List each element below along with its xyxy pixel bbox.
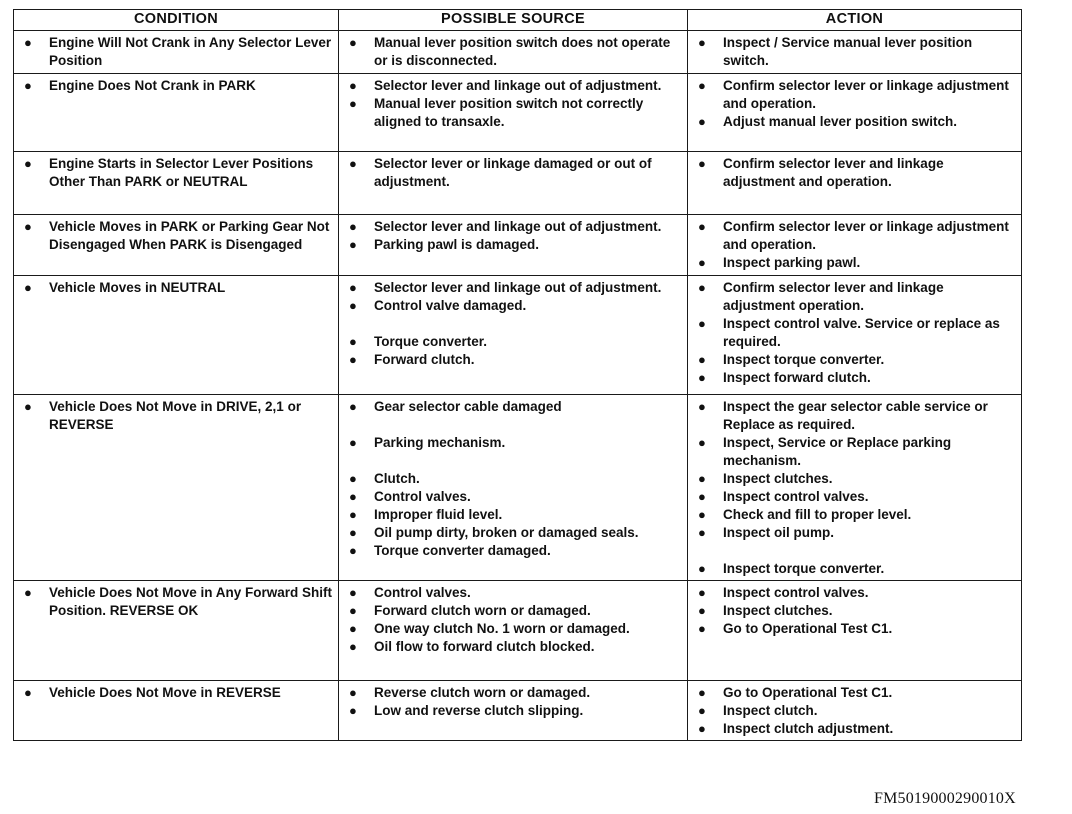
- table-row: [14, 152, 1022, 215]
- list-item: [696, 77, 1017, 113]
- bullet-list: [696, 34, 1017, 70]
- item-text: Improper fluid level.: [374, 507, 503, 522]
- bullet-icon: ●: [698, 489, 706, 504]
- bullet-icon: ●: [349, 156, 357, 171]
- bullet-icon: ●: [349, 237, 357, 252]
- list-item: [696, 620, 1017, 638]
- action-cell: [688, 395, 1022, 581]
- list-item: [696, 470, 1017, 488]
- condition-cell: [14, 215, 339, 276]
- item-text: Gear selector cable damaged: [374, 399, 562, 414]
- bullet-list: [696, 684, 1017, 738]
- condition-cell: [14, 74, 339, 152]
- list-item: [347, 218, 683, 236]
- bullet-list: [696, 218, 1017, 272]
- bullet-icon: ●: [698, 352, 706, 367]
- item-text: Control valves.: [374, 489, 471, 504]
- list-item: [22, 279, 334, 297]
- item-text: Control valve damaged.: [374, 298, 527, 313]
- item-text: Engine Will Not Crank in Any Selector Lever Position: [49, 35, 332, 68]
- bullet-icon: ●: [349, 35, 357, 50]
- table-row: [14, 681, 1022, 741]
- condition-cell: [14, 681, 339, 741]
- list-item: [347, 524, 683, 542]
- bullet-icon: ●: [349, 639, 357, 654]
- bullet-list: [347, 398, 683, 560]
- list-item: [347, 77, 683, 95]
- bullet-icon: ●: [698, 219, 706, 234]
- list-item: [696, 113, 1017, 131]
- bullet-icon: ●: [698, 156, 706, 171]
- list-item: [347, 542, 683, 560]
- source-cell: [339, 215, 688, 276]
- item-text: Inspect forward clutch.: [723, 370, 871, 385]
- item-text: Inspect torque converter.: [723, 561, 885, 576]
- item-text: Manual lever position switch not correctly aligned to transaxle.: [374, 96, 644, 129]
- item-text: Inspect, Service or Replace parking mechanism.: [723, 435, 952, 468]
- list-item: [22, 218, 334, 254]
- action-cell: [688, 581, 1022, 681]
- item-text: Selector lever and linkage out of adjustment.: [374, 280, 662, 295]
- item-text: Parking mechanism.: [374, 435, 506, 450]
- list-item: [696, 506, 1017, 524]
- item-text: Go to Operational Test C1.: [723, 685, 893, 700]
- diagnosis-table: [13, 9, 1022, 741]
- action-cell: [688, 276, 1022, 395]
- condition-cell: [14, 31, 339, 74]
- bullet-list: [696, 279, 1017, 387]
- bullet-icon: ●: [349, 471, 357, 486]
- list-item: [696, 524, 1017, 542]
- diagnosis-table-container: [13, 9, 1018, 741]
- list-item: [347, 506, 683, 524]
- bullet-list: [22, 684, 334, 702]
- list-item: [347, 279, 683, 297]
- list-item: [22, 77, 334, 95]
- list-item: [22, 398, 334, 434]
- list-item: [347, 34, 683, 70]
- list-item: [347, 434, 683, 452]
- item-text: Inspect parking pawl.: [723, 255, 861, 270]
- item-text: Selector lever and linkage out of adjustment.: [374, 78, 662, 93]
- bullet-icon: ●: [698, 78, 706, 93]
- list-item: [696, 602, 1017, 620]
- item-text: Vehicle Moves in NEUTRAL: [49, 280, 226, 295]
- bullet-icon: ●: [349, 219, 357, 234]
- item-text: Inspect clutches.: [723, 603, 833, 618]
- list-item: [347, 398, 683, 416]
- bullet-icon: ●: [698, 114, 706, 129]
- item-text: Selector lever and linkage out of adjustment.: [374, 219, 662, 234]
- table-row: [14, 215, 1022, 276]
- item-text: Selector lever or linkage damaged or out of adjustment.: [374, 156, 652, 189]
- condition-cell: [14, 581, 339, 681]
- action-cell: [688, 681, 1022, 741]
- list-item: [696, 218, 1017, 254]
- list-item: [347, 702, 683, 720]
- item-text: Parking pawl is damaged.: [374, 237, 540, 252]
- item-text: Oil flow to forward clutch blocked.: [374, 639, 595, 654]
- table-row: [14, 74, 1022, 152]
- source-cell: [339, 276, 688, 395]
- list-item: [347, 155, 683, 191]
- bullet-icon: ●: [24, 280, 32, 295]
- list-item: [696, 560, 1017, 578]
- bullet-icon: ●: [698, 35, 706, 50]
- table-row: [14, 581, 1022, 681]
- bullet-icon: ●: [349, 585, 357, 600]
- item-text: Inspect oil pump.: [723, 525, 835, 540]
- item-text: Adjust manual lever position switch.: [723, 114, 958, 129]
- bullet-icon: ●: [349, 280, 357, 295]
- list-item: [347, 602, 683, 620]
- bullet-icon: ●: [698, 507, 706, 522]
- bullet-icon: ●: [349, 507, 357, 522]
- bullet-icon: ●: [349, 603, 357, 618]
- action-cell: [688, 215, 1022, 276]
- bullet-list: [22, 155, 334, 191]
- bullet-icon: ●: [698, 399, 706, 414]
- bullet-list: [347, 77, 683, 131]
- list-item: [347, 638, 683, 656]
- list-item: [696, 155, 1017, 191]
- item-text: Inspect the gear selector cable service or Replace as required.: [723, 399, 988, 432]
- item-text: Inspect control valves.: [723, 489, 869, 504]
- bullet-icon: ●: [349, 543, 357, 558]
- table-row: [14, 395, 1022, 581]
- condition-cell: [14, 152, 339, 215]
- bullet-icon: ●: [698, 471, 706, 486]
- source-cell: [339, 31, 688, 74]
- bullet-icon: ●: [24, 156, 32, 171]
- list-item: [696, 254, 1017, 272]
- bullet-list: [22, 398, 334, 434]
- list-item: [22, 584, 334, 620]
- bullet-list: [347, 584, 683, 656]
- bullet-icon: ●: [349, 685, 357, 700]
- bullet-icon: ●: [349, 352, 357, 367]
- item-text: Go to Operational Test C1.: [723, 621, 893, 636]
- bullet-icon: ●: [698, 685, 706, 700]
- bullet-icon: ●: [698, 721, 706, 736]
- bullet-icon: ●: [698, 435, 706, 450]
- list-item: [347, 95, 683, 131]
- bullet-icon: ●: [24, 685, 32, 700]
- list-item: [347, 236, 683, 254]
- bullet-icon: ●: [698, 703, 706, 718]
- item-text: Vehicle Moves in PARK or Parking Gear Not Disengaged When PARK is Disengaged: [49, 219, 330, 252]
- list-item: [347, 584, 683, 602]
- bullet-icon: ●: [698, 280, 706, 295]
- item-text: Confirm selector lever or linkage adjustment and operation.: [723, 78, 1009, 111]
- bullet-list: [347, 155, 683, 191]
- bullet-list: [696, 584, 1017, 638]
- item-text: Manual lever position switch does not operate or is disconnected.: [374, 35, 671, 68]
- bullet-list: [696, 77, 1017, 131]
- bullet-icon: ●: [349, 78, 357, 93]
- figure-code: FM5019000290010X: [874, 790, 1016, 807]
- bullet-icon: ●: [698, 603, 706, 618]
- bullet-list: [696, 155, 1017, 191]
- source-cell: [339, 395, 688, 581]
- table-header-row: [14, 10, 1022, 31]
- bullet-icon: ●: [349, 334, 357, 349]
- item-text: Control valves.: [374, 585, 471, 600]
- list-item: [696, 369, 1017, 387]
- item-text: Clutch.: [374, 471, 420, 486]
- table-row: [14, 31, 1022, 74]
- list-item: [347, 684, 683, 702]
- item-text: Forward clutch.: [374, 352, 475, 367]
- bullet-list: [347, 34, 683, 70]
- source-cell: [339, 581, 688, 681]
- item-text: Check and fill to proper level.: [723, 507, 912, 522]
- item-text: Inspect control valve. Service or replace as required.: [723, 316, 1000, 349]
- list-item: [696, 720, 1017, 738]
- list-item: [696, 584, 1017, 602]
- bullet-icon: ●: [698, 316, 706, 331]
- bullet-icon: ●: [349, 96, 357, 111]
- bullet-list: [347, 684, 683, 720]
- bullet-icon: ●: [24, 35, 32, 50]
- item-text: Inspect control valves.: [723, 585, 869, 600]
- list-item: [347, 470, 683, 488]
- item-text: Confirm selector lever and linkage adjustment and operation.: [723, 156, 944, 189]
- bullet-list: [22, 279, 334, 297]
- list-item: [347, 488, 683, 506]
- item-text: Torque converter damaged.: [374, 543, 551, 558]
- list-item: [347, 351, 683, 369]
- list-item: [696, 434, 1017, 470]
- action-cell: [688, 31, 1022, 74]
- item-text: Inspect clutch adjustment.: [723, 721, 894, 736]
- bullet-icon: ●: [349, 435, 357, 450]
- item-text: Engine Starts in Selector Lever Positions Other Than PARK or NEUTRAL: [49, 156, 314, 189]
- list-item: [696, 351, 1017, 369]
- list-item: [696, 315, 1017, 351]
- header-action: ACTION: [688, 10, 1022, 31]
- item-text: Forward clutch worn or damaged.: [374, 603, 591, 618]
- bullet-icon: ●: [349, 489, 357, 504]
- bullet-icon: ●: [698, 525, 706, 540]
- bullet-icon: ●: [349, 703, 357, 718]
- list-item: [22, 684, 334, 702]
- header-possible-source: POSSIBLE SOURCE: [339, 10, 688, 31]
- source-cell: [339, 152, 688, 215]
- item-text: Inspect clutch.: [723, 703, 818, 718]
- bullet-icon: ●: [24, 585, 32, 600]
- list-item: [347, 620, 683, 638]
- header-condition: CONDITION: [14, 10, 339, 31]
- table-body: [14, 31, 1022, 741]
- table-row: [14, 276, 1022, 395]
- bullet-icon: ●: [698, 585, 706, 600]
- action-cell: [688, 74, 1022, 152]
- action-cell: [688, 152, 1022, 215]
- bullet-icon: ●: [349, 525, 357, 540]
- item-text: Vehicle Does Not Move in Any Forward Shift Position. REVERSE OK: [49, 585, 333, 618]
- bullet-list: [22, 218, 334, 254]
- bullet-icon: ●: [24, 78, 32, 93]
- bullet-icon: ●: [349, 399, 357, 414]
- bullet-icon: ●: [698, 621, 706, 636]
- bullet-icon: ●: [349, 298, 357, 313]
- item-text: Confirm selector lever and linkage adjustment operation.: [723, 280, 944, 313]
- item-text: Confirm selector lever or linkage adjustment and operation.: [723, 219, 1009, 252]
- bullet-icon: ●: [24, 399, 32, 414]
- source-cell: [339, 681, 688, 741]
- bullet-icon: ●: [24, 219, 32, 234]
- item-text: Torque converter.: [374, 334, 488, 349]
- bullet-icon: ●: [349, 621, 357, 636]
- item-text: Reverse clutch worn or damaged.: [374, 685, 591, 700]
- bullet-icon: ●: [698, 561, 706, 576]
- bullet-icon: ●: [698, 255, 706, 270]
- source-cell: [339, 74, 688, 152]
- item-text: Inspect torque converter.: [723, 352, 885, 367]
- item-text: One way clutch No. 1 worn or damaged.: [374, 621, 630, 636]
- list-item: [696, 488, 1017, 506]
- item-text: Low and reverse clutch slipping.: [374, 703, 584, 718]
- bullet-list: [22, 584, 334, 620]
- item-text: Engine Does Not Crank in PARK: [49, 78, 256, 93]
- list-item: [22, 34, 334, 70]
- bullet-list: [22, 77, 334, 95]
- bullet-list: [22, 34, 334, 70]
- item-text: Vehicle Does Not Move in REVERSE: [49, 685, 281, 700]
- bullet-icon: ●: [698, 370, 706, 385]
- list-item: [696, 684, 1017, 702]
- bullet-list: [347, 218, 683, 254]
- list-item: [696, 279, 1017, 315]
- list-item: [347, 333, 683, 351]
- list-item: [696, 34, 1017, 70]
- item-text: Vehicle Does Not Move in DRIVE, 2,1 or REVERSE: [49, 399, 302, 432]
- bullet-list: [696, 398, 1017, 578]
- list-item: [347, 297, 683, 315]
- item-text: Oil pump dirty, broken or damaged seals.: [374, 525, 639, 540]
- list-item: [696, 702, 1017, 720]
- item-text: Inspect / Service manual lever position switch.: [723, 35, 973, 68]
- list-item: [22, 155, 334, 191]
- bullet-list: [347, 279, 683, 369]
- condition-cell: [14, 395, 339, 581]
- item-text: Inspect clutches.: [723, 471, 833, 486]
- condition-cell: [14, 276, 339, 395]
- list-item: [696, 398, 1017, 434]
